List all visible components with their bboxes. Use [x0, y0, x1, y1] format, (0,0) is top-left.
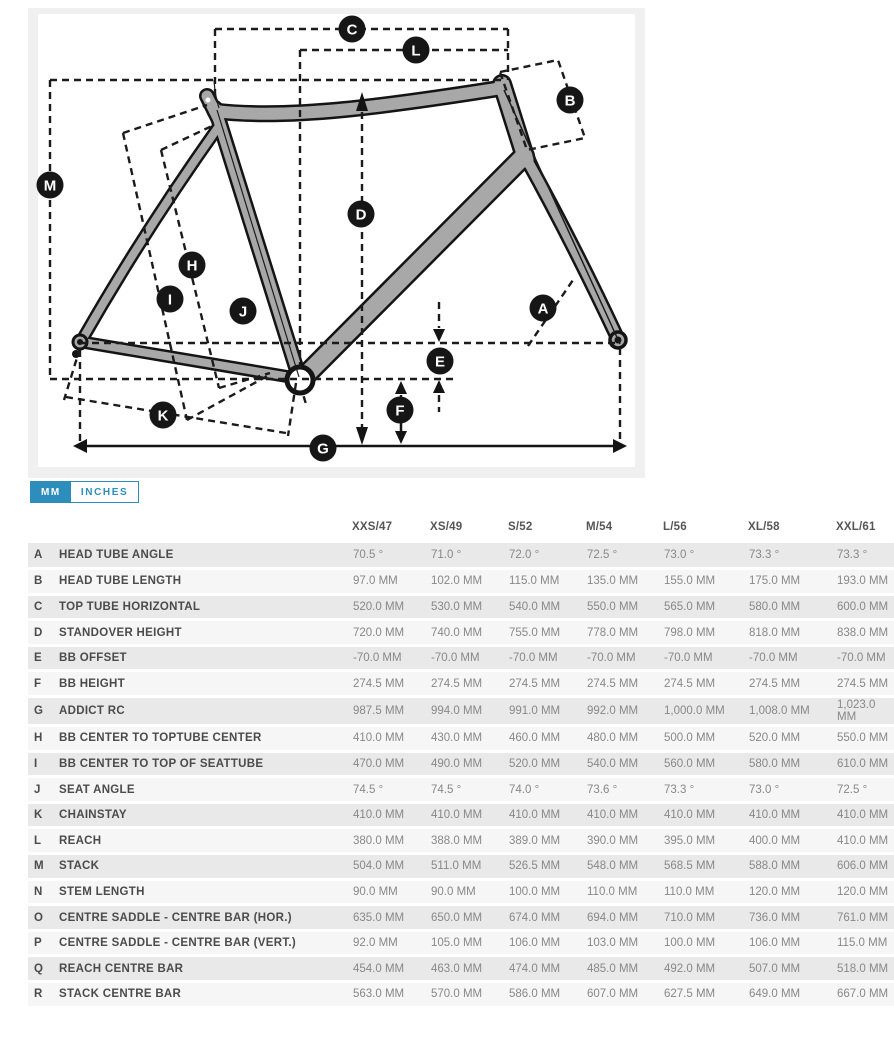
- cell-value: 520.0 MM: [748, 726, 836, 752]
- cell-value: 992.0 MM: [586, 697, 663, 726]
- cell-value: 92.0 MM: [352, 930, 430, 956]
- row-label: TOP TUBE HORIZONTAL: [58, 594, 352, 620]
- cell-value: 490.0 MM: [430, 751, 508, 777]
- unit-toggle-mm-button[interactable]: MM: [31, 482, 71, 502]
- svg-text:F: F: [395, 402, 405, 420]
- header-size-xl: XL/58: [748, 513, 836, 543]
- cell-value: 607.0 MM: [586, 982, 663, 1008]
- cell-value: 710.0 MM: [663, 905, 748, 931]
- cell-value: 500.0 MM: [663, 726, 748, 752]
- table-row: [28, 879, 894, 905]
- cell-value: 540.0 MM: [586, 751, 663, 777]
- row-letter: A: [28, 543, 58, 569]
- cell-value: 274.5 MM: [663, 671, 748, 697]
- cell-value: 526.5 MM: [508, 854, 586, 880]
- svg-text:H: H: [186, 257, 198, 275]
- cell-value: -70.0 MM: [836, 645, 894, 671]
- table-row: [28, 828, 894, 854]
- header-letter-col: [28, 513, 58, 543]
- seatpost-pivot-dot: [206, 98, 211, 103]
- cell-value: 548.0 MM: [586, 854, 663, 880]
- diagram-marker-k: [150, 402, 177, 429]
- cell-value: 600.0 MM: [836, 594, 894, 620]
- row-letter: F: [28, 671, 58, 697]
- cell-value: 540.0 MM: [508, 594, 586, 620]
- row-label: BB CENTER TO TOP OF SEATTUBE: [58, 751, 352, 777]
- row-label: SEAT ANGLE: [58, 777, 352, 803]
- unit-toggle-inches-button[interactable]: INCHES: [71, 482, 138, 502]
- bike-frame-diagram: [28, 8, 645, 478]
- cell-value: 504.0 MM: [352, 854, 430, 880]
- cell-value: 580.0 MM: [748, 594, 836, 620]
- cell-value: 694.0 MM: [586, 905, 663, 931]
- cell-value: 798.0 MM: [663, 620, 748, 646]
- cell-value: 635.0 MM: [352, 905, 430, 931]
- cell-value: -70.0 MM: [663, 645, 748, 671]
- cell-value: 380.0 MM: [352, 828, 430, 854]
- table-row: [28, 671, 894, 697]
- diagram-marker-l: [403, 37, 430, 64]
- cell-value: 740.0 MM: [430, 620, 508, 646]
- cell-value: 395.0 MM: [663, 828, 748, 854]
- cell-value: 1,008.0 MM: [748, 697, 836, 726]
- row-letter: L: [28, 828, 58, 854]
- table-row: [28, 777, 894, 803]
- diagram-marker-e: [427, 348, 454, 375]
- cell-value: 480.0 MM: [586, 726, 663, 752]
- table-row: [28, 620, 894, 646]
- row-letter: I: [28, 751, 58, 777]
- geometry-table-body: [28, 543, 894, 1007]
- table-row: [28, 802, 894, 828]
- unit-toggle: [30, 481, 139, 503]
- cell-value: 70.5 °: [352, 543, 430, 569]
- cell-value: 470.0 MM: [352, 751, 430, 777]
- row-label: BB CENTER TO TOPTUBE CENTER: [58, 726, 352, 752]
- svg-text:M: M: [43, 177, 57, 195]
- cell-value: 106.0 MM: [508, 930, 586, 956]
- cell-value: 736.0 MM: [748, 905, 836, 931]
- svg-text:D: D: [355, 206, 367, 224]
- diagram-background: [38, 14, 635, 467]
- cell-value: 120.0 MM: [748, 879, 836, 905]
- svg-text:G: G: [317, 440, 329, 458]
- diagram-marker-c: [339, 16, 366, 43]
- table-row: [28, 645, 894, 671]
- cell-value: 667.0 MM: [836, 982, 894, 1008]
- cell-value: 778.0 MM: [586, 620, 663, 646]
- cell-value: 1,023.0 MM: [836, 697, 894, 726]
- table-row: [28, 905, 894, 931]
- cell-value: 492.0 MM: [663, 956, 748, 982]
- cell-value: 560.0 MM: [663, 751, 748, 777]
- table-row: [28, 697, 894, 726]
- row-label: BB HEIGHT: [58, 671, 352, 697]
- cell-value: 606.0 MM: [836, 854, 894, 880]
- diagram-marker-g: [310, 435, 337, 462]
- table-row: [28, 569, 894, 595]
- cell-value: 507.0 MM: [748, 956, 836, 982]
- svg-text:B: B: [564, 92, 576, 110]
- row-letter: K: [28, 802, 58, 828]
- cell-value: 274.5 MM: [352, 671, 430, 697]
- cell-value: 838.0 MM: [836, 620, 894, 646]
- cell-value: 72.5 °: [586, 543, 663, 569]
- diagram-marker-d: [348, 201, 375, 228]
- cell-value: 74.5 °: [352, 777, 430, 803]
- cell-value: 994.0 MM: [430, 697, 508, 726]
- cell-value: 73.3 °: [748, 543, 836, 569]
- table-row: [28, 982, 894, 1008]
- table-header: [28, 513, 894, 543]
- table-row: [28, 726, 894, 752]
- cell-value: -70.0 MM: [748, 645, 836, 671]
- cell-value: 530.0 MM: [430, 594, 508, 620]
- cell-value: 550.0 MM: [836, 726, 894, 752]
- cell-value: 274.5 MM: [430, 671, 508, 697]
- cell-value: 105.0 MM: [430, 930, 508, 956]
- cell-value: 135.0 MM: [586, 569, 663, 595]
- row-letter: D: [28, 620, 58, 646]
- cell-value: 72.0 °: [508, 543, 586, 569]
- table-row: [28, 751, 894, 777]
- cell-value: 650.0 MM: [430, 905, 508, 931]
- cell-value: 110.0 MM: [586, 879, 663, 905]
- cell-value: 410.0 MM: [508, 802, 586, 828]
- svg-text:K: K: [157, 407, 169, 425]
- row-label: CENTRE SADDLE - CENTRE BAR (VERT.): [58, 930, 352, 956]
- header-size-xxs: XXS/47: [352, 513, 430, 543]
- row-letter: C: [28, 594, 58, 620]
- cell-value: 463.0 MM: [430, 956, 508, 982]
- cell-value: 720.0 MM: [352, 620, 430, 646]
- cell-value: 610.0 MM: [836, 751, 894, 777]
- cell-value: 97.0 MM: [352, 569, 430, 595]
- svg-text:C: C: [346, 21, 358, 39]
- cell-value: 580.0 MM: [748, 751, 836, 777]
- cell-value: 649.0 MM: [748, 982, 836, 1008]
- diagram-marker-a: [530, 295, 557, 322]
- cell-value: 74.5 °: [430, 777, 508, 803]
- cell-value: 390.0 MM: [586, 828, 663, 854]
- svg-text:L: L: [411, 42, 421, 60]
- row-letter: Q: [28, 956, 58, 982]
- row-letter: M: [28, 854, 58, 880]
- row-letter: H: [28, 726, 58, 752]
- svg-text:E: E: [434, 353, 446, 371]
- cell-value: 520.0 MM: [508, 751, 586, 777]
- row-label: REACH CENTRE BAR: [58, 956, 352, 982]
- cell-value: 73.6 °: [586, 777, 663, 803]
- cell-value: 991.0 MM: [508, 697, 586, 726]
- diagram-marker-b: [557, 87, 584, 114]
- cell-value: 761.0 MM: [836, 905, 894, 931]
- cell-value: 586.0 MM: [508, 982, 586, 1008]
- cell-value: 1,000.0 MM: [663, 697, 748, 726]
- cell-value: 518.0 MM: [836, 956, 894, 982]
- cell-value: 818.0 MM: [748, 620, 836, 646]
- row-label: STEM LENGTH: [58, 879, 352, 905]
- cell-value: 570.0 MM: [430, 982, 508, 1008]
- cell-value: 674.0 MM: [508, 905, 586, 931]
- cell-value: 588.0 MM: [748, 854, 836, 880]
- cell-value: 389.0 MM: [508, 828, 586, 854]
- cell-value: 106.0 MM: [748, 930, 836, 956]
- cell-value: 102.0 MM: [430, 569, 508, 595]
- cell-value: 565.0 MM: [663, 594, 748, 620]
- cell-value: 400.0 MM: [748, 828, 836, 854]
- cell-value: 100.0 MM: [663, 930, 748, 956]
- geometry-diagram: [28, 8, 645, 478]
- cell-value: 73.0 °: [663, 543, 748, 569]
- row-label: STANDOVER HEIGHT: [58, 620, 352, 646]
- cell-value: 110.0 MM: [663, 879, 748, 905]
- cell-value: 460.0 MM: [508, 726, 586, 752]
- cell-value: 90.0 MM: [430, 879, 508, 905]
- cell-value: 103.0 MM: [586, 930, 663, 956]
- row-label: BB OFFSET: [58, 645, 352, 671]
- cell-value: 430.0 MM: [430, 726, 508, 752]
- row-label: REACH: [58, 828, 352, 854]
- row-letter: N: [28, 879, 58, 905]
- row-label: STACK: [58, 854, 352, 880]
- cell-value: 73.3 °: [836, 543, 894, 569]
- cell-value: 274.5 MM: [586, 671, 663, 697]
- row-letter: G: [28, 697, 58, 726]
- header-size-l: L/56: [663, 513, 748, 543]
- header-size-m: M/54: [586, 513, 663, 543]
- diagram-marker-i: [157, 286, 184, 313]
- row-letter: J: [28, 777, 58, 803]
- header-size-xxl: XXL/61: [836, 513, 894, 543]
- row-label: ADDICT RC: [58, 697, 352, 726]
- table-row: [28, 594, 894, 620]
- cell-value: 568.5 MM: [663, 854, 748, 880]
- row-label: STACK CENTRE BAR: [58, 982, 352, 1008]
- svg-text:A: A: [537, 300, 549, 318]
- cell-value: 100.0 MM: [508, 879, 586, 905]
- row-letter: B: [28, 569, 58, 595]
- cell-value: 485.0 MM: [586, 956, 663, 982]
- cell-value: 410.0 MM: [748, 802, 836, 828]
- cell-value: -70.0 MM: [508, 645, 586, 671]
- cell-value: 755.0 MM: [508, 620, 586, 646]
- row-letter: E: [28, 645, 58, 671]
- cell-value: 410.0 MM: [836, 828, 894, 854]
- cell-value: 410.0 MM: [663, 802, 748, 828]
- cell-value: 74.0 °: [508, 777, 586, 803]
- cell-value: 115.0 MM: [508, 569, 586, 595]
- diagram-marker-j: [230, 298, 257, 325]
- cell-value: 155.0 MM: [663, 569, 748, 595]
- cell-value: 410.0 MM: [836, 802, 894, 828]
- diagram-marker-m: [37, 172, 64, 199]
- row-label: CHAINSTAY: [58, 802, 352, 828]
- table-row: [28, 854, 894, 880]
- header-size-s: S/52: [508, 513, 586, 543]
- diagram-marker-h: [179, 252, 206, 279]
- cell-value: -70.0 MM: [430, 645, 508, 671]
- cell-value: 627.5 MM: [663, 982, 748, 1008]
- header-label-col: [58, 513, 352, 543]
- cell-value: 115.0 MM: [836, 930, 894, 956]
- table-row: [28, 930, 894, 956]
- cell-value: 474.0 MM: [508, 956, 586, 982]
- cell-value: 987.5 MM: [352, 697, 430, 726]
- cell-value: 410.0 MM: [352, 726, 430, 752]
- cell-value: 274.5 MM: [508, 671, 586, 697]
- cell-value: 73.0 °: [748, 777, 836, 803]
- header-size-xs: XS/49: [430, 513, 508, 543]
- cell-value: 72.5 °: [836, 777, 894, 803]
- row-label: HEAD TUBE LENGTH: [58, 569, 352, 595]
- table-row: [28, 956, 894, 982]
- cell-value: 274.5 MM: [748, 671, 836, 697]
- cell-value: -70.0 MM: [586, 645, 663, 671]
- row-letter: R: [28, 982, 58, 1008]
- cell-value: 274.5 MM: [836, 671, 894, 697]
- svg-text:J: J: [238, 303, 248, 321]
- cell-value: -70.0 MM: [352, 645, 430, 671]
- row-letter: O: [28, 905, 58, 931]
- cell-value: 520.0 MM: [352, 594, 430, 620]
- cell-value: 550.0 MM: [586, 594, 663, 620]
- cell-value: 73.3 °: [663, 777, 748, 803]
- table-row: [28, 543, 894, 569]
- row-label: CENTRE SADDLE - CENTRE BAR (HOR.): [58, 905, 352, 931]
- cell-value: 71.0 °: [430, 543, 508, 569]
- cell-value: 410.0 MM: [430, 802, 508, 828]
- diagram-marker-f: [387, 397, 414, 424]
- cell-value: 511.0 MM: [430, 854, 508, 880]
- cell-value: 193.0 MM: [836, 569, 894, 595]
- cell-value: 90.0 MM: [352, 879, 430, 905]
- cell-value: 410.0 MM: [352, 802, 430, 828]
- row-label: HEAD TUBE ANGLE: [58, 543, 352, 569]
- cell-value: 120.0 MM: [836, 879, 894, 905]
- cell-value: 410.0 MM: [586, 802, 663, 828]
- cell-value: 563.0 MM: [352, 982, 430, 1008]
- geometry-table: [28, 513, 894, 1009]
- cell-value: 175.0 MM: [748, 569, 836, 595]
- svg-text:I: I: [167, 291, 173, 309]
- cell-value: 454.0 MM: [352, 956, 430, 982]
- row-letter: P: [28, 930, 58, 956]
- cell-value: 388.0 MM: [430, 828, 508, 854]
